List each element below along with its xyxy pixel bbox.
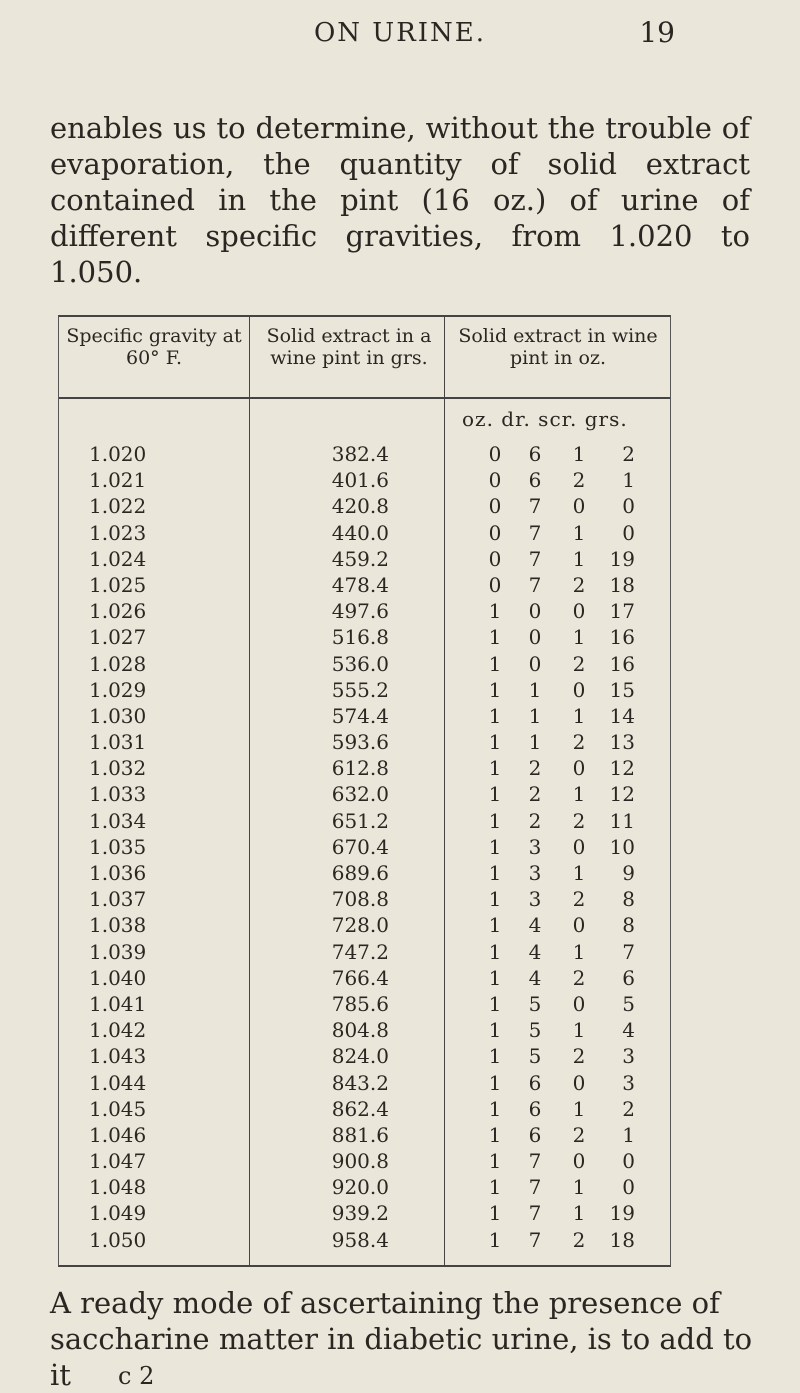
cell-drachms: 2 bbox=[528, 756, 542, 781]
cell-drachms: 6 bbox=[528, 1096, 542, 1121]
table-row bbox=[59, 913, 670, 939]
cell-specific-gravity: 1.032 bbox=[89, 756, 147, 781]
cell-ounces: 1 bbox=[488, 1018, 502, 1043]
cell-drachms: 4 bbox=[528, 939, 542, 964]
cell-ounces: 1 bbox=[488, 808, 502, 833]
cell-specific-gravity: 1.041 bbox=[89, 991, 147, 1016]
cell-grains: 804.8 bbox=[331, 1018, 389, 1043]
table-row bbox=[59, 1149, 670, 1175]
cell-specific-gravity: 1.026 bbox=[89, 599, 147, 624]
cell-specific-gravity: 1.036 bbox=[89, 861, 147, 885]
cell-specific-gravity: 1.027 bbox=[89, 625, 147, 650]
cell-scruples: 0 bbox=[572, 677, 586, 702]
cell-drachms: 3 bbox=[528, 834, 542, 859]
cell-drachms: 6 bbox=[528, 442, 542, 466]
cell-grains: 574.4 bbox=[331, 703, 389, 728]
cell-grains: 612.8 bbox=[331, 756, 389, 781]
cell-specific-gravity: 1.033 bbox=[89, 782, 147, 807]
cell-ounces: 1 bbox=[488, 991, 502, 1016]
table-row bbox=[59, 887, 670, 913]
running-title: ON URINE. bbox=[313, 18, 487, 48]
cell-specific-gravity: 1.029 bbox=[89, 677, 147, 702]
cell-ounces: 1 bbox=[488, 599, 502, 624]
cell-scruples: 2 bbox=[572, 1122, 586, 1147]
cell-grs: 8 bbox=[622, 913, 635, 938]
cell-specific-gravity: 1.038 bbox=[89, 913, 147, 938]
cell-grains: 708.8 bbox=[331, 887, 389, 912]
cell-grs: 0 bbox=[622, 494, 635, 519]
cell-drachms: 0 bbox=[528, 651, 542, 676]
cell-grs: 9 bbox=[622, 861, 635, 885]
cell-specific-gravity: 1.031 bbox=[89, 730, 147, 755]
cell-specific-gravity: 1.044 bbox=[89, 1070, 147, 1095]
col-header-ounces: Solid extract in wine pint in oz. bbox=[458, 325, 658, 369]
cell-drachms: 7 bbox=[528, 1175, 542, 1200]
cell-ounces: 1 bbox=[488, 861, 502, 885]
cell-scruples: 0 bbox=[572, 991, 586, 1016]
cell-specific-gravity: 1.046 bbox=[89, 1122, 147, 1147]
cell-specific-gravity: 1.043 bbox=[89, 1044, 147, 1069]
cell-scruples: 1 bbox=[572, 782, 586, 807]
cell-specific-gravity: 1.035 bbox=[89, 834, 147, 859]
cell-drachms: 6 bbox=[528, 1122, 542, 1147]
cell-drachms: 7 bbox=[528, 1227, 542, 1252]
table-row bbox=[59, 1201, 670, 1227]
table-row bbox=[59, 1097, 670, 1123]
cell-scruples: 1 bbox=[572, 861, 586, 885]
cell-grains: 939.2 bbox=[331, 1201, 389, 1226]
cell-scruples: 2 bbox=[572, 468, 586, 493]
cell-grains: 555.2 bbox=[331, 677, 389, 702]
cell-scruples: 1 bbox=[572, 625, 586, 650]
cell-specific-gravity: 1.023 bbox=[89, 520, 147, 545]
cell-scruples: 0 bbox=[572, 913, 586, 938]
cell-drachms: 7 bbox=[528, 1149, 542, 1174]
cell-scruples: 0 bbox=[572, 494, 586, 519]
cell-grs: 1 bbox=[622, 1122, 635, 1147]
table-row bbox=[59, 442, 670, 468]
cell-ounces: 1 bbox=[488, 834, 502, 859]
cell-drachms: 5 bbox=[528, 991, 542, 1016]
cell-ounces: 1 bbox=[488, 939, 502, 964]
table-body bbox=[59, 442, 670, 1254]
cell-grains: 670.4 bbox=[331, 834, 389, 859]
cell-grs: 15 bbox=[609, 677, 635, 702]
cell-scruples: 2 bbox=[572, 1044, 586, 1069]
cell-scruples: 1 bbox=[572, 703, 586, 728]
table-row bbox=[59, 966, 670, 992]
cell-specific-gravity: 1.037 bbox=[89, 887, 147, 912]
cell-grains: 920.0 bbox=[331, 1175, 389, 1200]
cell-grains: 785.6 bbox=[331, 991, 389, 1016]
table-row bbox=[59, 1071, 670, 1097]
cell-grains: 497.6 bbox=[331, 599, 389, 624]
cell-specific-gravity: 1.020 bbox=[89, 442, 147, 466]
cell-scruples: 1 bbox=[572, 442, 586, 466]
outro-paragraph: A ready mode of ascertaining the presence of saccharine matter in diabetic urine, is to add to it bbox=[50, 1286, 753, 1392]
cell-specific-gravity: 1.034 bbox=[89, 808, 147, 833]
cell-ounces: 0 bbox=[488, 546, 502, 571]
cell-scruples: 1 bbox=[572, 1201, 586, 1226]
cell-drachms: 1 bbox=[528, 677, 542, 702]
cell-grs: 0 bbox=[622, 1149, 635, 1174]
cell-specific-gravity: 1.047 bbox=[89, 1149, 147, 1174]
cell-specific-gravity: 1.042 bbox=[89, 1018, 147, 1043]
table-row bbox=[59, 547, 670, 573]
cell-drachms: 4 bbox=[528, 965, 542, 990]
cell-scruples: 2 bbox=[572, 965, 586, 990]
cell-grains: 862.4 bbox=[331, 1096, 389, 1121]
cell-drachms: 7 bbox=[528, 494, 542, 519]
cell-grs: 17 bbox=[609, 599, 635, 624]
page-number: 19 bbox=[639, 16, 675, 49]
cell-specific-gravity: 1.028 bbox=[89, 651, 147, 676]
table-row bbox=[59, 1123, 670, 1149]
cell-drachms: 3 bbox=[528, 861, 542, 885]
cell-grs: 0 bbox=[622, 1175, 635, 1200]
cell-ounces: 1 bbox=[488, 782, 502, 807]
cell-ounces: 0 bbox=[488, 468, 502, 493]
cell-ounces: 1 bbox=[488, 730, 502, 755]
cell-grs: 4 bbox=[622, 1018, 635, 1043]
table-row bbox=[59, 861, 670, 887]
cell-ounces: 1 bbox=[488, 1122, 502, 1147]
cell-scruples: 1 bbox=[572, 1096, 586, 1121]
cell-grains: 459.2 bbox=[331, 546, 389, 571]
cell-drachms: 0 bbox=[528, 599, 542, 624]
cell-grains: 900.8 bbox=[331, 1149, 389, 1174]
cell-drachms: 2 bbox=[528, 808, 542, 833]
cell-scruples: 2 bbox=[572, 1227, 586, 1252]
cell-scruples: 2 bbox=[572, 572, 586, 597]
table-row bbox=[59, 756, 670, 782]
cell-drachms: 6 bbox=[528, 1070, 542, 1095]
cell-grains: 382.4 bbox=[331, 442, 389, 466]
cell-drachms: 1 bbox=[528, 703, 542, 728]
cell-grs: 5 bbox=[622, 991, 635, 1016]
cell-scruples: 1 bbox=[572, 520, 586, 545]
cell-drachms: 0 bbox=[528, 625, 542, 650]
cell-grs: 11 bbox=[609, 808, 635, 833]
table-row bbox=[59, 992, 670, 1018]
cell-specific-gravity: 1.040 bbox=[89, 965, 147, 990]
cell-grains: 766.4 bbox=[331, 965, 389, 990]
cell-ounces: 1 bbox=[488, 1070, 502, 1095]
cell-grains: 747.2 bbox=[331, 939, 389, 964]
cell-ounces: 1 bbox=[488, 703, 502, 728]
table-row bbox=[59, 782, 670, 808]
cell-ounces: 1 bbox=[488, 677, 502, 702]
table-row bbox=[59, 494, 670, 520]
cell-specific-gravity: 1.024 bbox=[89, 546, 147, 571]
cell-scruples: 0 bbox=[572, 1070, 586, 1095]
cell-ounces: 1 bbox=[488, 1044, 502, 1069]
cell-grains: 728.0 bbox=[331, 913, 389, 938]
specific-gravity-table bbox=[58, 315, 671, 1267]
cell-ounces: 1 bbox=[488, 1201, 502, 1226]
page-header bbox=[0, 8, 800, 58]
cell-drachms: 6 bbox=[528, 468, 542, 493]
cell-grs: 6 bbox=[622, 965, 635, 990]
cell-drachms: 5 bbox=[528, 1018, 542, 1043]
cell-specific-gravity: 1.049 bbox=[89, 1201, 147, 1226]
cell-specific-gravity: 1.022 bbox=[89, 494, 147, 519]
table-row bbox=[59, 625, 670, 651]
table-row bbox=[59, 730, 670, 756]
cell-grains: 632.0 bbox=[331, 782, 389, 807]
cell-grs: 19 bbox=[609, 1201, 635, 1226]
cell-ounces: 1 bbox=[488, 913, 502, 938]
cell-specific-gravity: 1.021 bbox=[89, 468, 147, 493]
cell-ounces: 1 bbox=[488, 965, 502, 990]
cell-grs: 12 bbox=[609, 782, 635, 807]
table-row bbox=[59, 1044, 670, 1070]
cell-grs: 16 bbox=[609, 625, 635, 650]
cell-grs: 12 bbox=[609, 756, 635, 781]
cell-ounces: 0 bbox=[488, 572, 502, 597]
table-row bbox=[59, 1175, 670, 1201]
cell-grs: 3 bbox=[622, 1044, 635, 1069]
cell-grs: 16 bbox=[609, 651, 635, 676]
cell-grs: 7 bbox=[622, 939, 635, 964]
cell-specific-gravity: 1.030 bbox=[89, 703, 147, 728]
cell-ounces: 1 bbox=[488, 887, 502, 912]
table-row bbox=[59, 652, 670, 678]
table-row bbox=[59, 678, 670, 704]
cell-ounces: 1 bbox=[488, 756, 502, 781]
cell-ounces: 1 bbox=[488, 651, 502, 676]
intro-paragraph: enables us to determine, without the trouble of evaporation, the quantity of solid extract contained in the pint (16 oz.) of urine of different specific gravities, from 1.020 to 1.050. bbox=[50, 111, 750, 289]
cell-grains: 689.6 bbox=[331, 861, 389, 885]
cell-grains: 593.6 bbox=[331, 730, 389, 755]
cell-ounces: 0 bbox=[488, 494, 502, 519]
table-row bbox=[59, 704, 670, 730]
cell-grs: 1 bbox=[622, 468, 635, 493]
cell-specific-gravity: 1.050 bbox=[89, 1227, 147, 1252]
cell-grs: 3 bbox=[622, 1070, 635, 1095]
table-row bbox=[59, 1018, 670, 1044]
cell-drachms: 2 bbox=[528, 782, 542, 807]
cell-specific-gravity: 1.025 bbox=[89, 572, 147, 597]
cell-grains: 420.8 bbox=[331, 494, 389, 519]
table-row bbox=[59, 835, 670, 861]
cell-grs: 13 bbox=[609, 730, 635, 755]
cell-grs: 2 bbox=[622, 442, 635, 466]
cell-grs: 2 bbox=[622, 1096, 635, 1121]
units-label: oz. dr. scr. grs. bbox=[462, 407, 628, 431]
table-row bbox=[59, 1228, 670, 1254]
cell-grs: 14 bbox=[609, 703, 635, 728]
cell-drachms: 5 bbox=[528, 1044, 542, 1069]
cell-drachms: 4 bbox=[528, 913, 542, 938]
cell-scruples: 2 bbox=[572, 887, 586, 912]
cell-grains: 516.8 bbox=[331, 625, 389, 650]
col-header-specific-gravity: Specific gravity at 60° F. bbox=[66, 325, 242, 369]
table-row bbox=[59, 940, 670, 966]
cell-scruples: 2 bbox=[572, 808, 586, 833]
cell-drachms: 7 bbox=[528, 546, 542, 571]
cell-scruples: 1 bbox=[572, 1175, 586, 1200]
table-row bbox=[59, 809, 670, 835]
cell-drachms: 3 bbox=[528, 887, 542, 912]
cell-grains: 651.2 bbox=[331, 808, 389, 833]
cell-specific-gravity: 1.045 bbox=[89, 1096, 147, 1121]
table-header-row bbox=[59, 317, 670, 399]
cell-specific-gravity: 1.048 bbox=[89, 1175, 147, 1200]
cell-grains: 536.0 bbox=[331, 651, 389, 676]
cell-grs: 0 bbox=[622, 520, 635, 545]
cell-scruples: 1 bbox=[572, 939, 586, 964]
cell-grs: 10 bbox=[609, 834, 635, 859]
cell-grs: 18 bbox=[609, 572, 635, 597]
cell-ounces: 1 bbox=[488, 1149, 502, 1174]
cell-scruples: 0 bbox=[572, 1149, 586, 1174]
cell-scruples: 0 bbox=[572, 834, 586, 859]
table-row bbox=[59, 599, 670, 625]
signature-mark: c 2 bbox=[118, 1362, 155, 1390]
cell-ounces: 0 bbox=[488, 520, 502, 545]
table-row bbox=[59, 468, 670, 494]
cell-grs: 19 bbox=[609, 546, 635, 571]
cell-grs: 8 bbox=[622, 887, 635, 912]
cell-grains: 824.0 bbox=[331, 1044, 389, 1069]
cell-grains: 843.2 bbox=[331, 1070, 389, 1095]
cell-ounces: 1 bbox=[488, 1175, 502, 1200]
cell-grains: 881.6 bbox=[331, 1122, 389, 1147]
table-row bbox=[59, 521, 670, 547]
cell-ounces: 1 bbox=[488, 625, 502, 650]
table-row bbox=[59, 573, 670, 599]
cell-grains: 958.4 bbox=[331, 1227, 389, 1252]
col-header-grains: Solid extract in a wine pint in grs. bbox=[266, 325, 432, 369]
cell-ounces: 1 bbox=[488, 1096, 502, 1121]
cell-ounces: 0 bbox=[488, 442, 502, 466]
cell-drachms: 7 bbox=[528, 572, 542, 597]
cell-scruples: 1 bbox=[572, 1018, 586, 1043]
cell-drachms: 7 bbox=[528, 1201, 542, 1226]
cell-drachms: 1 bbox=[528, 730, 542, 755]
cell-grains: 401.6 bbox=[331, 468, 389, 493]
cell-grains: 478.4 bbox=[331, 572, 389, 597]
cell-specific-gravity: 1.039 bbox=[89, 939, 147, 964]
cell-scruples: 2 bbox=[572, 651, 586, 676]
cell-grains: 440.0 bbox=[331, 520, 389, 545]
cell-ounces: 1 bbox=[488, 1227, 502, 1252]
cell-scruples: 1 bbox=[572, 546, 586, 571]
cell-scruples: 0 bbox=[572, 756, 586, 781]
cell-scruples: 0 bbox=[572, 599, 586, 624]
cell-grs: 18 bbox=[609, 1227, 635, 1252]
cell-scruples: 2 bbox=[572, 730, 586, 755]
cell-drachms: 7 bbox=[528, 520, 542, 545]
